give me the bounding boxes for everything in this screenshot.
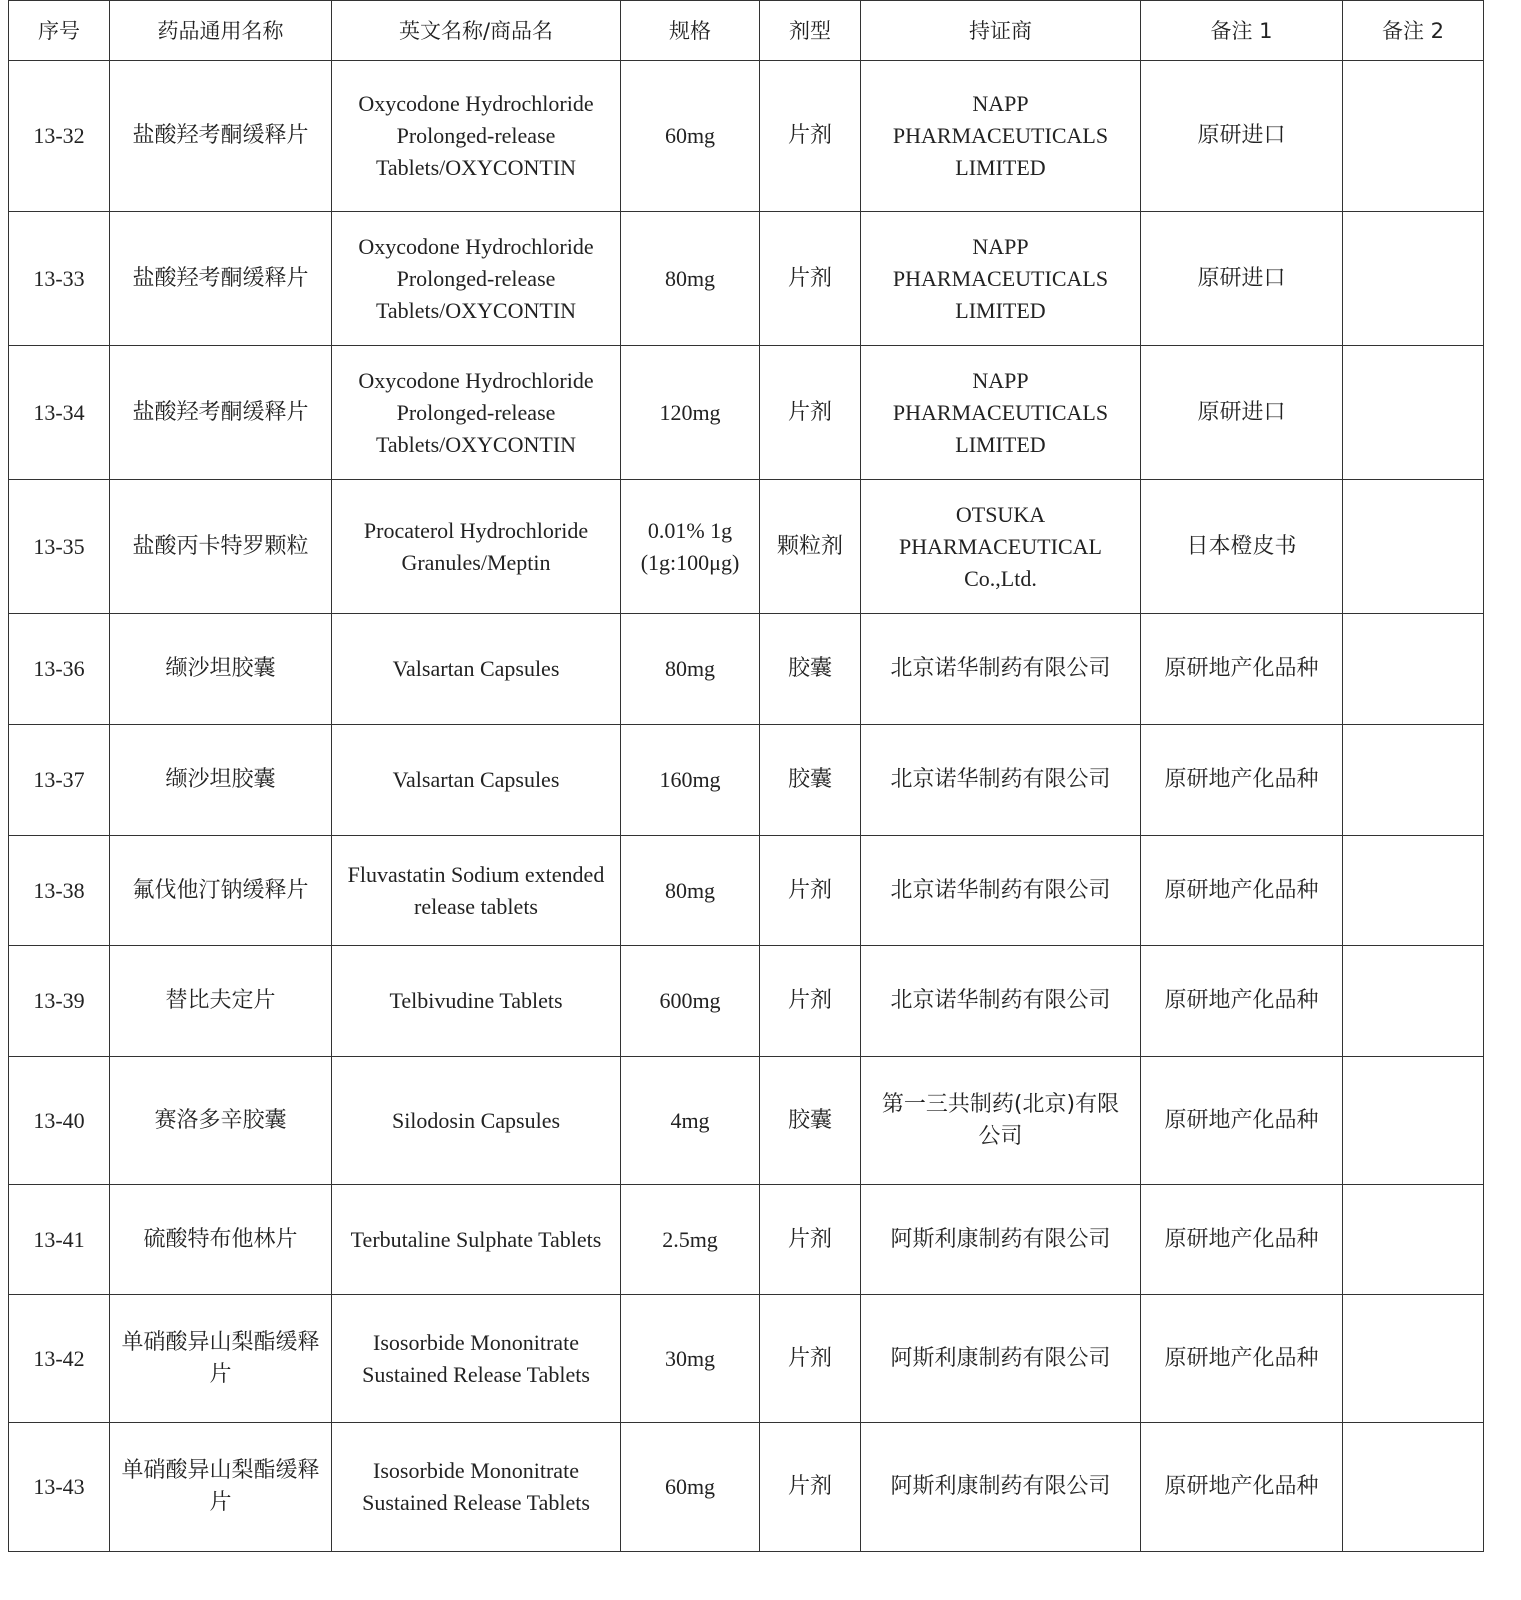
cell-generic-name: 盐酸羟考酮缓释片 <box>110 212 332 346</box>
cell-note-1: 原研地产化品种 <box>1141 725 1343 836</box>
cell-specification: 60mg <box>621 1423 760 1552</box>
cell-generic-name: 盐酸羟考酮缓释片 <box>110 346 332 480</box>
cell-serial-no: 13-40 <box>9 1057 110 1185</box>
cell-license-holder: 北京诺华制药有限公司 <box>861 836 1141 946</box>
cell-note-1: 原研地产化品种 <box>1141 836 1343 946</box>
cell-note-1: 原研地产化品种 <box>1141 946 1343 1057</box>
cell-generic-name: 赛洛多辛胶囊 <box>110 1057 332 1185</box>
cell-specification: 80mg <box>621 614 760 725</box>
cell-license-holder: 北京诺华制药有限公司 <box>861 725 1141 836</box>
cell-license-holder: NAPP PHARMACEUTICALS LIMITED <box>861 212 1141 346</box>
cell-note-2 <box>1343 1423 1484 1552</box>
cell-license-holder: NAPP PHARMACEUTICALS LIMITED <box>861 61 1141 212</box>
cell-specification: 120mg <box>621 346 760 480</box>
cell-specification: 80mg <box>621 836 760 946</box>
cell-note-2 <box>1343 346 1484 480</box>
cell-serial-no: 13-42 <box>9 1295 110 1423</box>
header-license-holder: 持证商 <box>861 1 1141 61</box>
cell-note-2 <box>1343 725 1484 836</box>
cell-license-holder: 阿斯利康制药有限公司 <box>861 1295 1141 1423</box>
cell-serial-no: 13-41 <box>9 1185 110 1295</box>
header-note-1: 备注 1 <box>1141 1 1343 61</box>
cell-english-name: Fluvastatin Sodium extended release tablets <box>332 836 621 946</box>
cell-serial-no: 13-38 <box>9 836 110 946</box>
cell-english-name: Oxycodone Hydrochloride Prolonged-release Tablets/OXYCONTIN <box>332 212 621 346</box>
cell-serial-no: 13-39 <box>9 946 110 1057</box>
cell-note-1: 原研进口 <box>1141 61 1343 212</box>
cell-english-name: Valsartan Capsules <box>332 725 621 836</box>
cell-english-name: Valsartan Capsules <box>332 614 621 725</box>
cell-specification: 160mg <box>621 725 760 836</box>
cell-dosage-form: 片剂 <box>760 346 861 480</box>
table-row <box>9 1295 1484 1423</box>
cell-dosage-form: 胶囊 <box>760 1057 861 1185</box>
cell-note-1: 原研地产化品种 <box>1141 1057 1343 1185</box>
cell-generic-name: 盐酸丙卡特罗颗粒 <box>110 480 332 614</box>
cell-license-holder: 阿斯利康制药有限公司 <box>861 1185 1141 1295</box>
cell-dosage-form: 片剂 <box>760 212 861 346</box>
header-serial-no: 序号 <box>9 1 110 61</box>
cell-note-1: 原研地产化品种 <box>1141 1185 1343 1295</box>
table-row <box>9 836 1484 946</box>
cell-license-holder: 北京诺华制药有限公司 <box>861 946 1141 1057</box>
cell-note-1: 原研地产化品种 <box>1141 1295 1343 1423</box>
cell-specification: 60mg <box>621 61 760 212</box>
cell-english-name: Oxycodone Hydrochloride Prolonged-release Tablets/OXYCONTIN <box>332 346 621 480</box>
cell-note-1: 原研进口 <box>1141 346 1343 480</box>
cell-generic-name: 硫酸特布他林片 <box>110 1185 332 1295</box>
cell-serial-no: 13-35 <box>9 480 110 614</box>
cell-generic-name: 替比夫定片 <box>110 946 332 1057</box>
table-row <box>9 61 1484 212</box>
cell-english-name: Telbivudine Tablets <box>332 946 621 1057</box>
table-row <box>9 480 1484 614</box>
cell-generic-name: 氟伐他汀钠缓释片 <box>110 836 332 946</box>
table-row <box>9 1057 1484 1185</box>
cell-dosage-form: 片剂 <box>760 1295 861 1423</box>
drug-list-table <box>8 0 1484 1552</box>
header-specification: 规格 <box>621 1 760 61</box>
cell-note-2 <box>1343 614 1484 725</box>
cell-dosage-form: 片剂 <box>760 946 861 1057</box>
cell-specification: 2.5mg <box>621 1185 760 1295</box>
cell-note-2 <box>1343 1185 1484 1295</box>
cell-dosage-form: 胶囊 <box>760 725 861 836</box>
table-row <box>9 346 1484 480</box>
cell-generic-name: 缬沙坦胶囊 <box>110 614 332 725</box>
table-row <box>9 212 1484 346</box>
table-row <box>9 946 1484 1057</box>
table-row <box>9 1185 1484 1295</box>
header-english-name: 英文名称/商品名 <box>332 1 621 61</box>
cell-generic-name: 盐酸羟考酮缓释片 <box>110 61 332 212</box>
cell-specification: 30mg <box>621 1295 760 1423</box>
cell-note-2 <box>1343 836 1484 946</box>
cell-note-1: 原研地产化品种 <box>1141 614 1343 725</box>
cell-specification: 80mg <box>621 212 760 346</box>
table-row <box>9 1423 1484 1552</box>
cell-dosage-form: 片剂 <box>760 836 861 946</box>
header-generic-name: 药品通用名称 <box>110 1 332 61</box>
cell-note-2 <box>1343 480 1484 614</box>
cell-english-name: Terbutaline Sulphate Tablets <box>332 1185 621 1295</box>
cell-note-1: 原研进口 <box>1141 212 1343 346</box>
cell-note-2 <box>1343 61 1484 212</box>
cell-license-holder: 北京诺华制药有限公司 <box>861 614 1141 725</box>
cell-license-holder: 第一三共制药(北京)有限公司 <box>861 1057 1141 1185</box>
cell-dosage-form: 片剂 <box>760 1423 861 1552</box>
cell-generic-name: 单硝酸异山梨酯缓释片 <box>110 1423 332 1552</box>
cell-specification: 0.01% 1g (1g:100μg) <box>621 480 760 614</box>
header-dosage-form: 剂型 <box>760 1 861 61</box>
cell-specification: 4mg <box>621 1057 760 1185</box>
cell-dosage-form: 片剂 <box>760 1185 861 1295</box>
cell-english-name: Isosorbide Mononitrate Sustained Release Tablets <box>332 1295 621 1423</box>
cell-note-2 <box>1343 946 1484 1057</box>
cell-dosage-form: 颗粒剂 <box>760 480 861 614</box>
cell-note-2 <box>1343 212 1484 346</box>
cell-serial-no: 13-34 <box>9 346 110 480</box>
table-row <box>9 725 1484 836</box>
cell-english-name: Procaterol Hydrochloride Granules/Meptin <box>332 480 621 614</box>
cell-specification: 600mg <box>621 946 760 1057</box>
header-note-2: 备注 2 <box>1343 1 1484 61</box>
cell-dosage-form: 片剂 <box>760 61 861 212</box>
table-row <box>9 614 1484 725</box>
cell-note-1: 原研地产化品种 <box>1141 1423 1343 1552</box>
cell-serial-no: 13-36 <box>9 614 110 725</box>
cell-generic-name: 单硝酸异山梨酯缓释片 <box>110 1295 332 1423</box>
cell-english-name: Oxycodone Hydrochloride Prolonged-release Tablets/OXYCONTIN <box>332 61 621 212</box>
header-row <box>9 1 1484 61</box>
cell-serial-no: 13-37 <box>9 725 110 836</box>
cell-license-holder: 阿斯利康制药有限公司 <box>861 1423 1141 1552</box>
cell-generic-name: 缬沙坦胶囊 <box>110 725 332 836</box>
cell-serial-no: 13-43 <box>9 1423 110 1552</box>
cell-dosage-form: 胶囊 <box>760 614 861 725</box>
cell-note-2 <box>1343 1057 1484 1185</box>
cell-serial-no: 13-33 <box>9 212 110 346</box>
cell-license-holder: OTSUKA PHARMACEUTICAL Co.,Ltd. <box>861 480 1141 614</box>
cell-note-1: 日本橙皮书 <box>1141 480 1343 614</box>
cell-note-2 <box>1343 1295 1484 1423</box>
cell-license-holder: NAPP PHARMACEUTICALS LIMITED <box>861 346 1141 480</box>
cell-serial-no: 13-32 <box>9 61 110 212</box>
cell-english-name: Isosorbide Mononitrate Sustained Release Tablets <box>332 1423 621 1552</box>
cell-english-name: Silodosin Capsules <box>332 1057 621 1185</box>
